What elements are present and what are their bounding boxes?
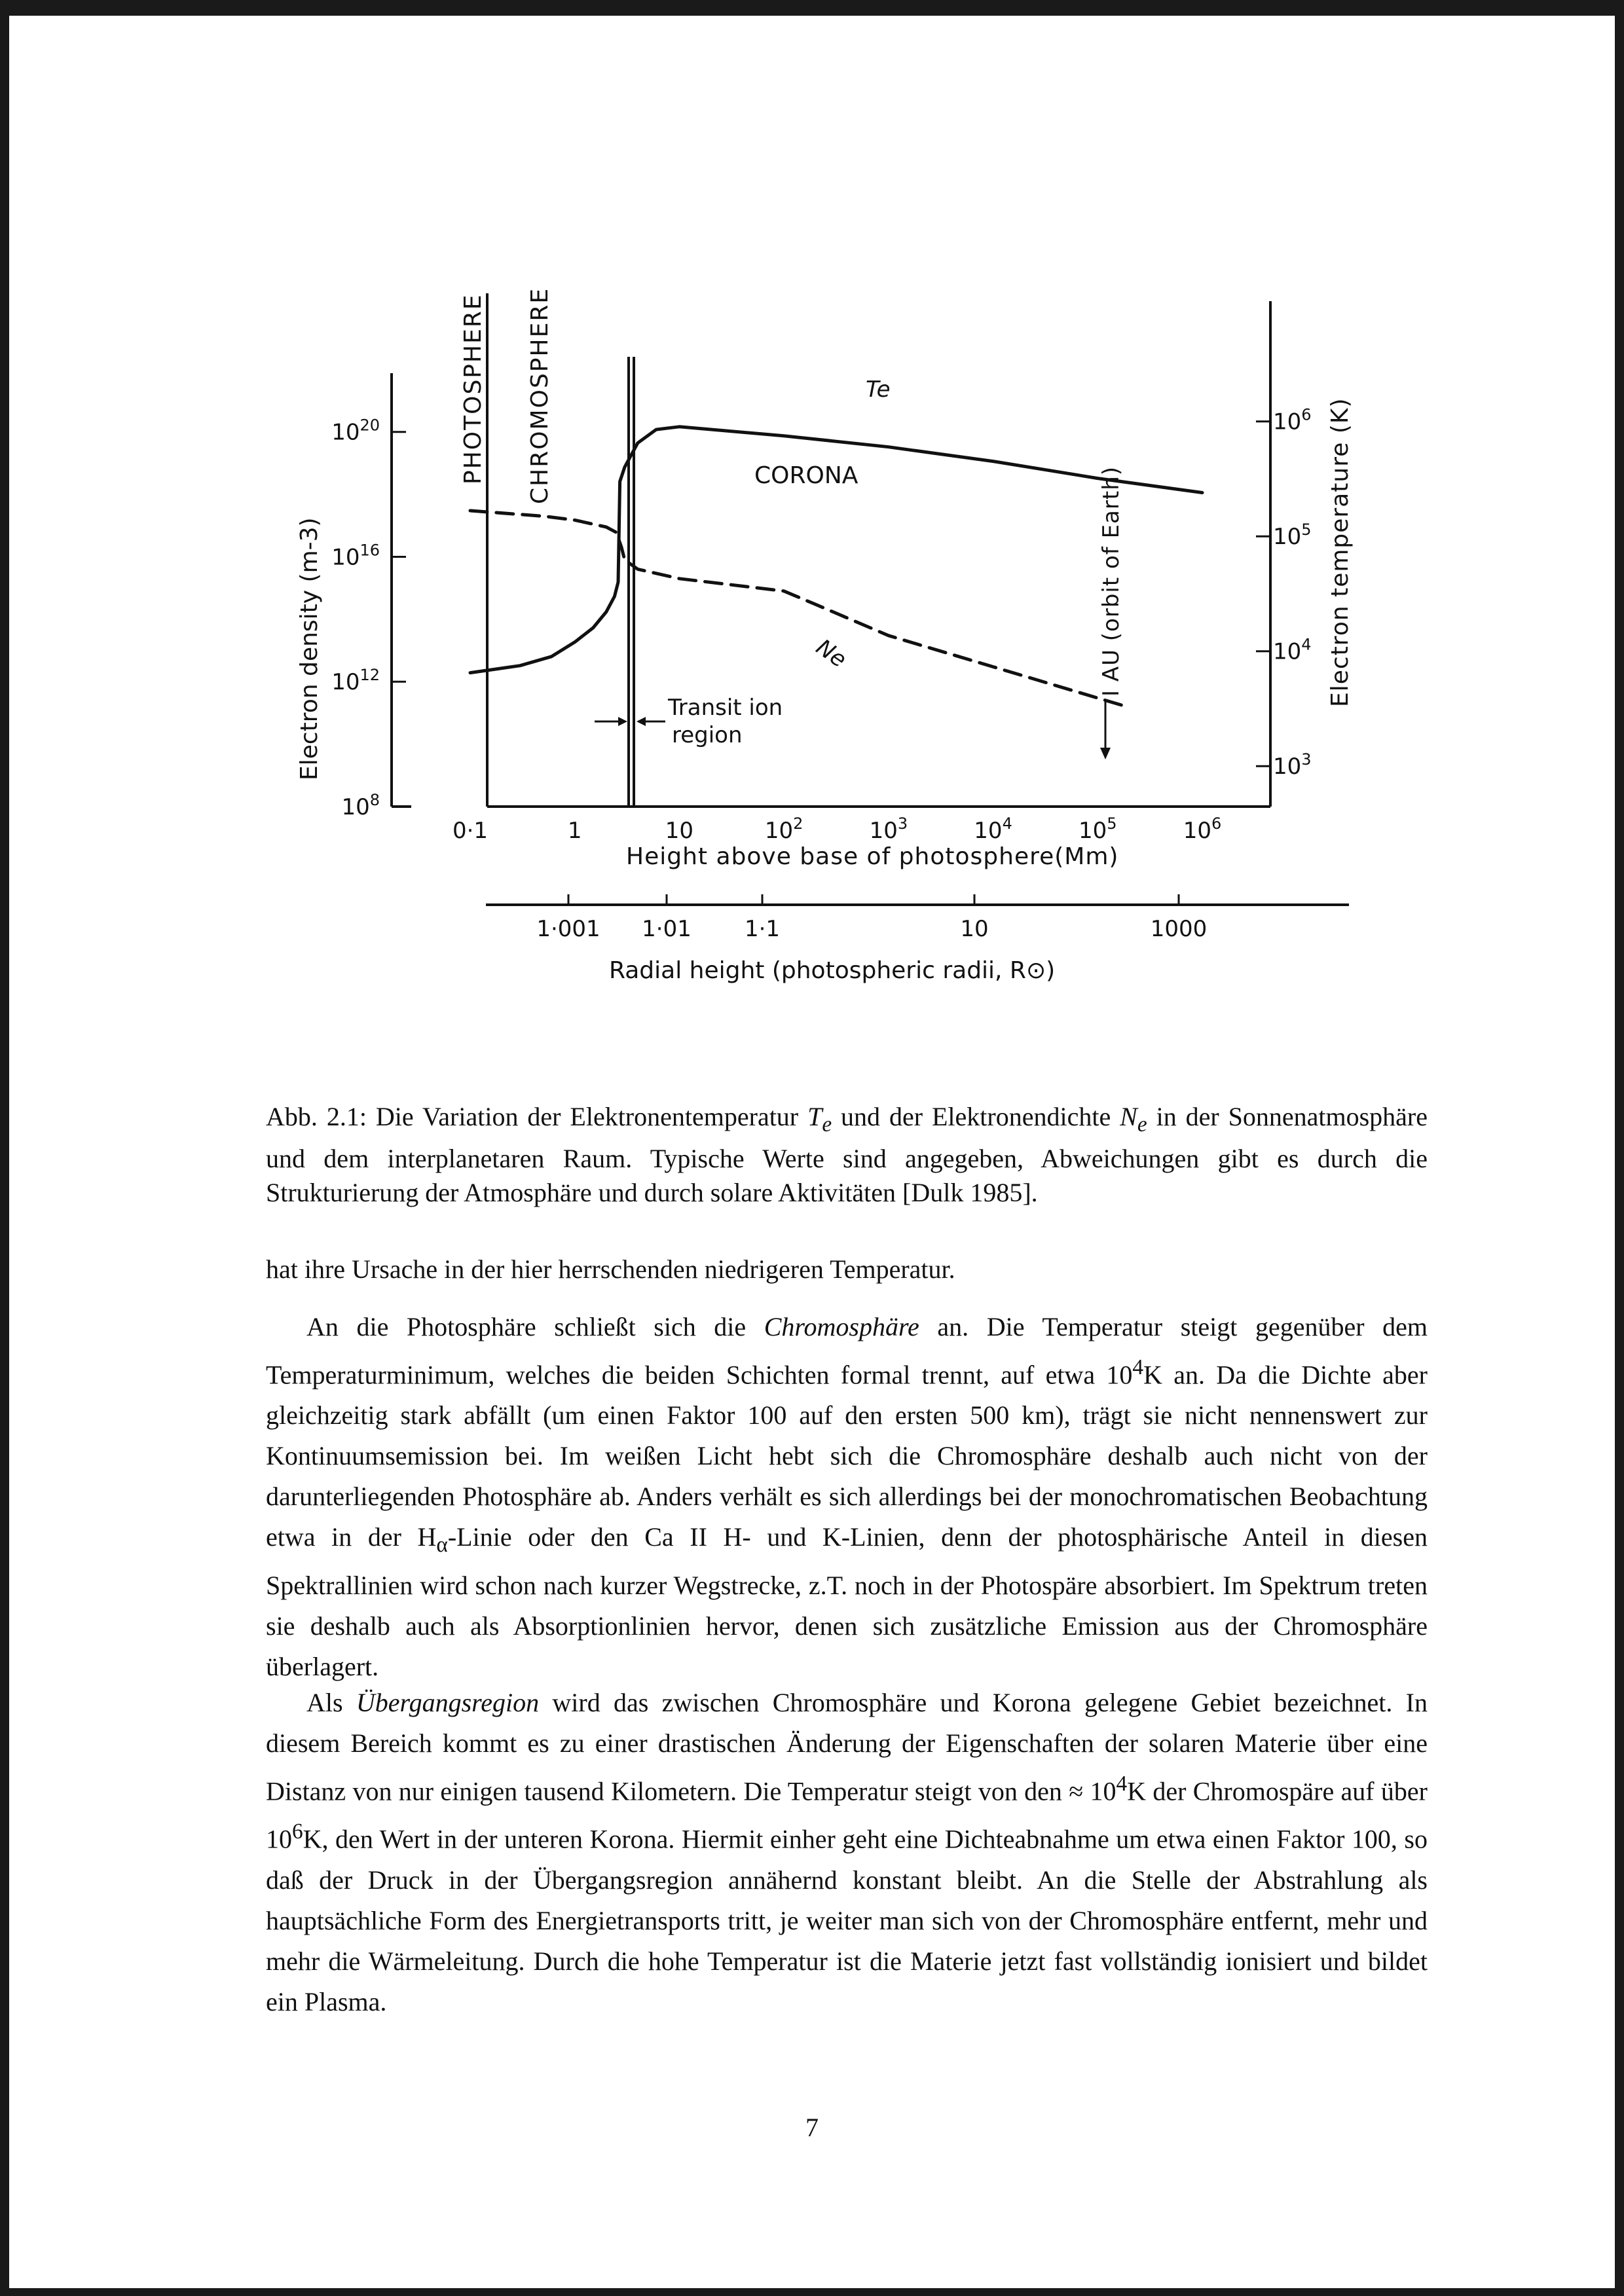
p1-alpha-subscript: α bbox=[436, 1533, 448, 1558]
caption-te-subscript: e bbox=[822, 1112, 832, 1137]
left-axis-tick-label: $10^{20}$ bbox=[331, 416, 380, 446]
bottom-axis-tick-label: 0·1 bbox=[452, 818, 489, 844]
p1-text-d: -Linie oder den Ca II H- und K-Linien, denn der photosphärische Anteil in diesen Spektrallinien wird schon nach kurzer Wegstrecke, z.T. noch in der Photospäre absorbiert. Im Spektrum treten sie deshalb auch als Absorptionlinien hervor, denen sich zusätzliche Emission aus der Chromosphäre überlagert. bbox=[266, 1522, 1428, 1682]
right-axis-tick-label: $10^3$ bbox=[1273, 750, 1312, 780]
p2-text-b: wird das zwischen Chromosphäre und Korona gelegene Gebiet bezeichnet. In diesem Bereich kommt es zu einer drastischen Änderung der Eigenschaften der solaren Materie über eine Distanz von nur einigen tausend Kilometern. Die Temperatur steigt von den ≈ 10 bbox=[266, 1688, 1428, 1806]
transition-arrowhead-right bbox=[637, 717, 646, 726]
p1-text-c: K an. Da die Dichte aber gleichzeitig stark abfällt (um einen Faktor 100 auf den ersten 500 km), trägt sie nicht nennenswert zur Kontinuumsemission bei. Im weißen Licht hebt sich die Chromosphäre deshalb auch nicht von der darunterliegenden Photosphäre ab. Anders verhält es sich allerdings bei der monochromatischen Beobachtung etwa in der H bbox=[266, 1360, 1428, 1552]
p1-text-a: An die Photosphäre schließt sich die bbox=[306, 1312, 764, 1341]
orbit-arrowhead bbox=[1100, 748, 1111, 759]
right-axis-tick-label: $10^4$ bbox=[1273, 635, 1312, 665]
bottom-axis-tick-label: $10^5$ bbox=[1079, 814, 1117, 844]
bottom-axis-tick-label: 1 bbox=[567, 818, 582, 844]
right-axis-tick-label: $10^6$ bbox=[1273, 405, 1312, 435]
radial-axis-tick-label: 1000 bbox=[1150, 916, 1208, 942]
chromosphere-label: CHROMOSPHERE bbox=[526, 287, 553, 504]
bottom-axis-tick-label: $10^4$ bbox=[974, 814, 1012, 844]
paragraph-transition-region bbox=[266, 1683, 1428, 2022]
transition-arrowhead-left bbox=[618, 717, 627, 726]
caption-ne-subscript: e bbox=[1137, 1112, 1147, 1137]
right-axis-title: Electron temperature (K) bbox=[1327, 397, 1354, 707]
caption-te-symbol: T bbox=[807, 1102, 822, 1131]
left-axis-tick-label: $10^{12}$ bbox=[331, 666, 380, 696]
photosphere-label: PHOTOSPHERE bbox=[460, 293, 487, 484]
page-number: 7 bbox=[805, 2113, 819, 2142]
bottom-axis-tick-label: $10^6$ bbox=[1183, 814, 1222, 844]
caption-text-1: Abb. 2.1: Die Variation der Elektronentemperatur bbox=[266, 1102, 808, 1131]
radial-axis-tick-label: 10 bbox=[960, 916, 989, 942]
caption-text-3: in der Sonnenatmosphäre und dem interplanetaren Raum. Typische Werte sind angegeben, Abweichungen gibt es durch die Strukturierung der Atmosphäre und durch solare Aktivitäten [Dulk 1985]. bbox=[266, 1102, 1428, 1207]
radial-axis-tick-label: 1·1 bbox=[744, 916, 781, 942]
p2-text-d: K, den Wert in der unteren Korona. Hiermit einher geht eine Dichteabnahme um etwa einen Faktor 100, so daß der Druck in der Übergangsregion annähernd konstant bleibt. An die Stelle der Abstrahlung als hauptsächliche Form des Energietransports tritt, je weiter man sich von der Chromosphäre entfernt, mehr und mehr die Wärmeleitung. Durch die hohe Temperatur ist die Materie jetzt fast vollständig ionisiert und bildet ein Plasma. bbox=[266, 1824, 1428, 2016]
figure-caption bbox=[266, 1100, 1428, 1210]
chart bbox=[0, 0, 1624, 1021]
figure bbox=[0, 0, 1624, 1024]
caption-ne-symbol: N bbox=[1120, 1102, 1137, 1131]
bottom-axis-tick-label: 10 bbox=[665, 818, 694, 844]
left-axis-tick-label: $10^8$ bbox=[341, 791, 380, 820]
series-ne-line bbox=[470, 511, 1129, 708]
left-axis-tick-label: $10^{16}$ bbox=[331, 541, 380, 571]
radial-axis-tick-label: 1·001 bbox=[536, 916, 600, 942]
p1-exponent: 4 bbox=[1132, 1355, 1144, 1379]
paragraph-chromosphere bbox=[266, 1307, 1428, 1687]
paragraph-continuation: hat ihre Ursache in der hier herrschenden niedrigeren Temperatur. bbox=[266, 1254, 955, 1284]
radial-axis-tick-label: 1·01 bbox=[642, 916, 692, 942]
corona-label: CORONA bbox=[754, 462, 858, 489]
transition-label-line1: Transit ion bbox=[668, 695, 783, 721]
ne-label: Ne bbox=[811, 634, 851, 673]
p2-term: Übergangsregion bbox=[356, 1688, 540, 1717]
radial-axis-title: Radial height (photospheric radii, R⊙) bbox=[609, 957, 1056, 984]
p2-text-a: Als bbox=[306, 1688, 356, 1717]
bottom-axis-tick-label: $10^3$ bbox=[869, 814, 908, 844]
left-axis-title: Electron density (m-3) bbox=[296, 517, 323, 780]
p1-term: Chromosphäre bbox=[764, 1312, 919, 1341]
p2-text-c: K der Chromospäre auf über 10 bbox=[266, 1776, 1428, 1854]
orbit-label: I AU (orbit of Earth) bbox=[1098, 465, 1124, 697]
p2-exponent-2: 6 bbox=[292, 1819, 303, 1844]
p1-text-b: an. Die Temperatur steigt gegenüber dem Temperaturminimum, welches die beiden Schichten formal trennt, auf etwa 10 bbox=[266, 1312, 1428, 1390]
bottom-axis-tick-label: $10^2$ bbox=[764, 814, 803, 844]
caption-text-2: und der Elektronendichte bbox=[832, 1102, 1120, 1131]
bottom-axis-title: Height above base of photosphere(Mm) bbox=[626, 843, 1119, 870]
scan-border-bottom bbox=[0, 2288, 1624, 2296]
p2-exponent-1: 4 bbox=[1116, 1772, 1128, 1796]
right-axis-tick-label: $10^5$ bbox=[1273, 520, 1312, 551]
te-label: Te bbox=[866, 376, 891, 403]
transition-label-line2: region bbox=[672, 722, 743, 748]
